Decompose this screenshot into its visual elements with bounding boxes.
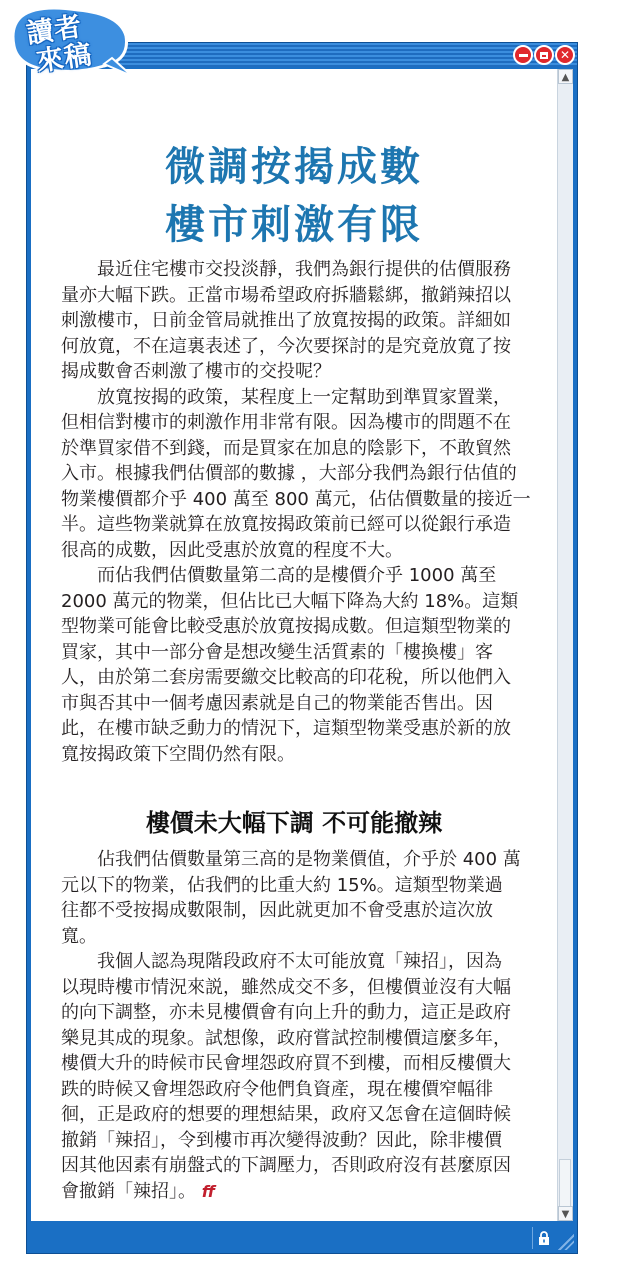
paragraph-line: 往都不受按揭成數限制，因此就更加不會受惠於這次放 <box>61 900 493 921</box>
paragraph-line: 會撤銷「辣招」。 <box>61 1180 196 1202</box>
paragraph-line: 入市。根據我們估價部的數據 ，大部分我們為銀行估值的 <box>61 463 517 484</box>
paragraph-line: 但相信對樓市的刺激作用非常有限。因為樓市的問題不在 <box>61 412 511 433</box>
scroll-up-icon[interactable]: ▲ <box>558 69 573 84</box>
resize-grip-icon[interactable] <box>558 1234 574 1250</box>
paragraph-line: 何放寬，不在這裏表述了，今次要探討的是究竟放寬了按 <box>61 335 511 357</box>
article-subheading: 樓價未大幅下調 不可能撤辣 <box>145 809 443 837</box>
maximize-button[interactable] <box>534 45 554 65</box>
paragraph-line: 此，在樓市缺乏動力的情況下，這類型物業受惠於新的放 <box>61 718 511 739</box>
paragraph-line: 半。這些物業就算在放寬按揭政策前已經可以從銀行承造 <box>61 514 511 535</box>
article-section-2 <box>61 847 555 1204</box>
paragraph-line: 市與否其中一個考慮因素就是自己的物業能否售出。因 <box>61 692 493 714</box>
paragraph-line: 元以下的物業，佔我們的比重大約 15%。這類型物業過 <box>61 874 503 896</box>
close-button[interactable] <box>555 45 575 65</box>
paragraph-line: 買家，其中一部分會是想改變生活質素的「樓換樓」客 <box>61 641 493 663</box>
lock-icon <box>538 1231 550 1246</box>
maximize-icon <box>540 52 548 59</box>
paragraph-line: 樓價大升的時候市民會埋怨政府買不到樓，而相反樓價大 <box>61 1053 511 1074</box>
paragraph-line-last <box>61 1179 555 1205</box>
badge-line2: 來稿 <box>34 39 95 78</box>
close-icon: ✕ <box>559 48 571 62</box>
paragraph-line: 很高的成數，因此受惠於放寬的程度不大。 <box>61 539 403 561</box>
paragraph-line: 最近住宅樓市交投淡靜，我們為銀行提供的估價服務 <box>61 259 511 280</box>
paragraph-line: 型物業可能會比較受惠於放寬按揭成數。但這類型物業的 <box>61 616 511 637</box>
scroll-down-icon[interactable]: ▼ <box>558 1206 573 1221</box>
minimize-icon <box>519 54 528 57</box>
vertical-scrollbar[interactable] <box>557 69 573 1221</box>
paragraph-line: 放寬按揭的政策，某程度上一定幫助到準買家置業， <box>61 386 511 408</box>
paragraph-line: 寬按揭政策下空間仍然有限。 <box>61 743 295 765</box>
lock-indicator <box>532 1227 555 1249</box>
paragraph-line: 以現時樓市情況來説，雖然成交不多，但樓價並沒有大幅 <box>61 976 511 998</box>
page-title-line1: 微調按揭成數 <box>165 143 423 190</box>
paragraph-line: 人，由於第二套房需要繳交比較高的印花稅，所以他們入 <box>61 667 511 688</box>
paragraph-line: 跌的時候又會埋怨政府令他們負資產，現在樓價窄幅徘 <box>61 1078 493 1100</box>
paragraph-line: 樂見其成的現象。試想像，政府嘗試控制樓價這麼多年， <box>61 1027 511 1049</box>
paragraph-line: 量亦大幅下跌。正當市場希望政府拆牆鬆綁，撤銷辣招以 <box>61 284 511 306</box>
paragraph-line: 物業樓價都介乎 400 萬至 800 萬元，佔估價數量的接近一 <box>61 488 531 510</box>
paragraph-line: 我個人認為現階段政府不太可能放寬「辣招」，因為 <box>61 951 502 972</box>
readers-contribution-badge <box>8 6 134 78</box>
paragraph-line: 徊，正是政府的想要的理想結果，政府又怎會在這個時候 <box>61 1104 511 1125</box>
paragraph-line: 佔我們估價數量第三高的是物業價值，介乎於 400 萬 <box>61 849 521 870</box>
paragraph-line: 於準買家借不到錢，而是買家在加息的陰影下，不敢貿然 <box>61 437 511 459</box>
scroll-thumb[interactable] <box>559 1159 571 1211</box>
badge-line1: 讀者 <box>24 11 85 50</box>
status-bar <box>27 1223 577 1253</box>
article-section-1 <box>61 257 555 767</box>
paragraph-line: 因其他因素有崩盤式的下調壓力，否則政府沒有甚麼原因 <box>61 1155 511 1176</box>
minimize-button[interactable] <box>513 45 533 65</box>
paragraph-line: 的向下調整，亦未見樓價會有向上升的動力，這正是政府 <box>61 1002 511 1023</box>
paragraph-line: 揭成數會否刺激了樓市的交投呢？ <box>61 361 331 382</box>
page-title-line2: 樓市刺激有限 <box>165 201 423 248</box>
paragraph-line: 而佔我們估價數量第二高的是樓價介乎 1000 萬至 <box>61 565 497 586</box>
paragraph-line: 撤銷「辣招」，令到樓市再次變得波動？因此，除非樓價 <box>61 1129 502 1151</box>
article-window <box>26 42 578 1254</box>
paragraph-line: 刺激樓市，日前金管局就推出了放寬按揭的政策。詳細如 <box>61 310 511 331</box>
paragraph-line: 2000 萬元的物業，但佔比已大幅下降為大約 18%。這類 <box>61 590 519 612</box>
article-panel <box>31 69 557 1221</box>
end-mark-icon: ff <box>201 1181 216 1201</box>
paragraph-line: 寬。 <box>61 925 97 947</box>
